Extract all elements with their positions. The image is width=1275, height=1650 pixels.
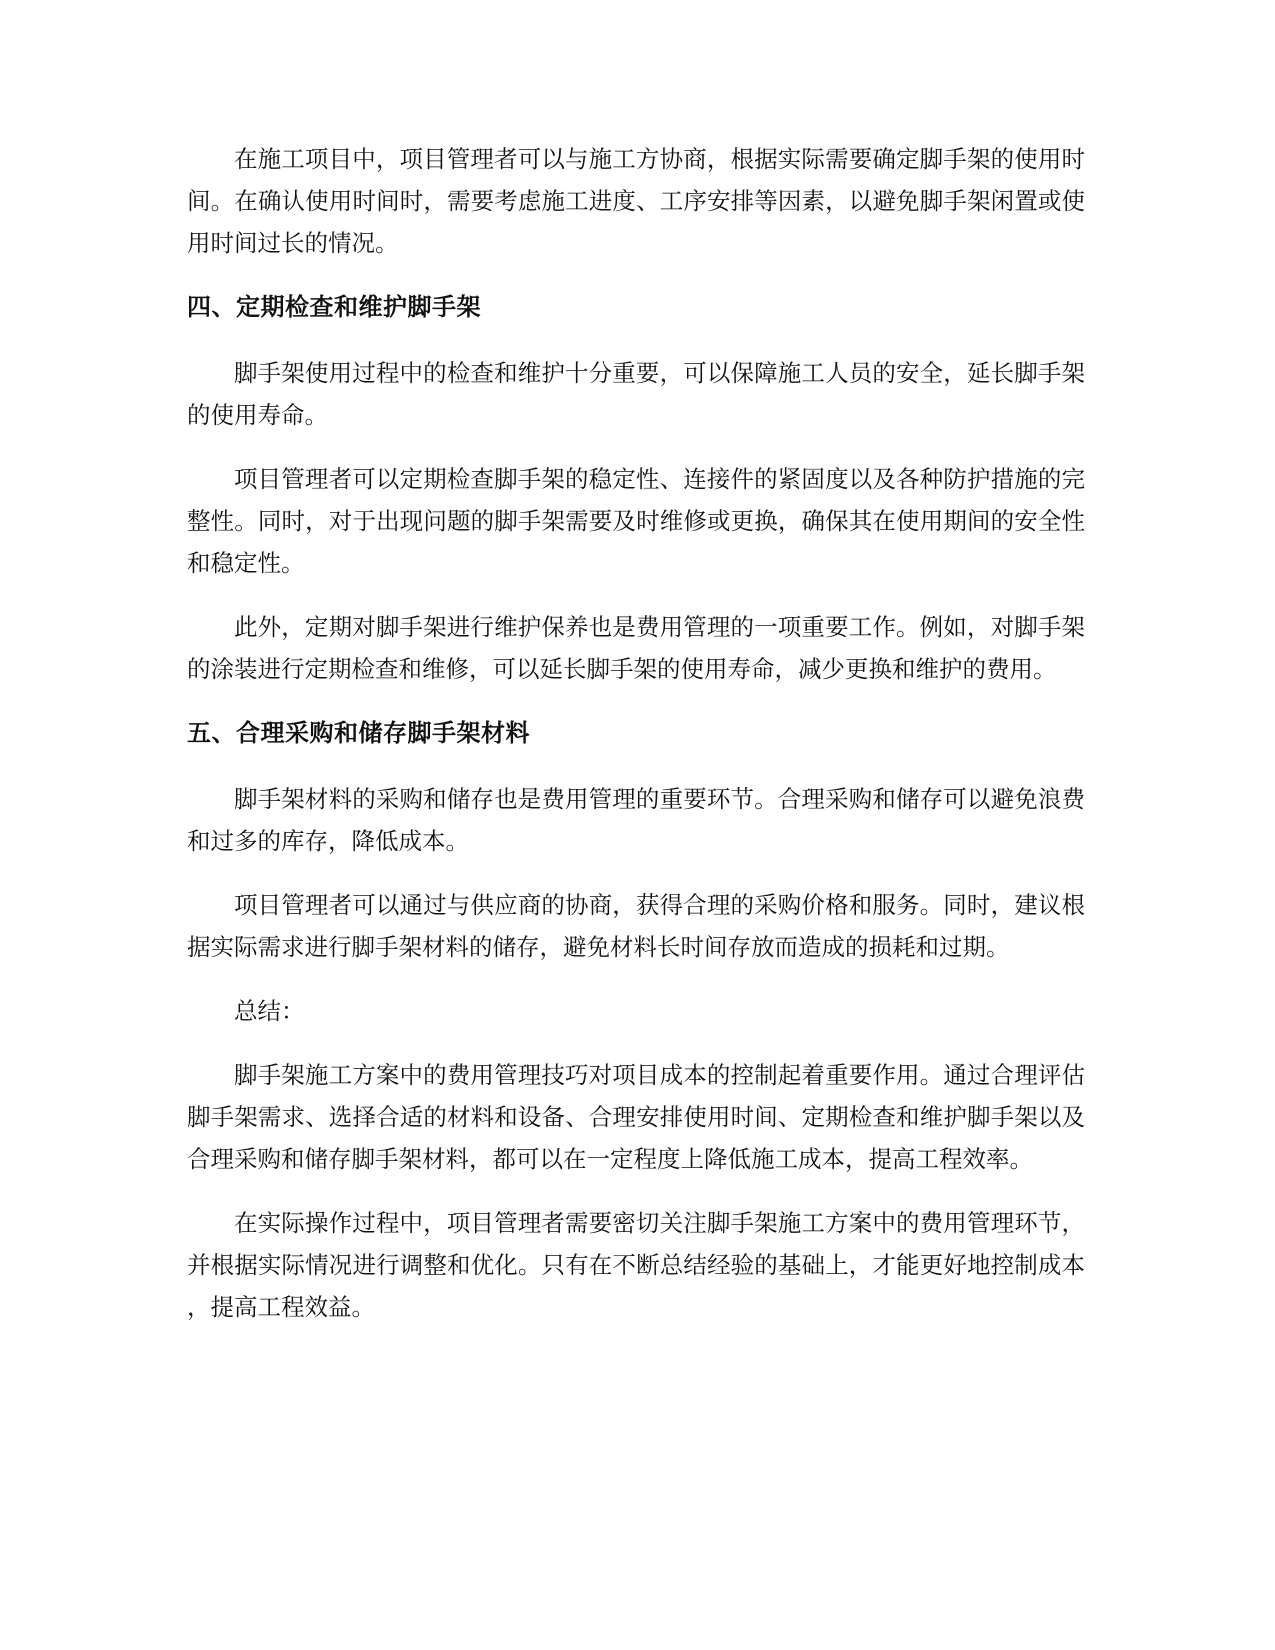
section-heading-5: 五、合理采购和储存脚手架材料 <box>187 719 530 747</box>
paragraph-summary-label: 总结： <box>234 997 305 1025</box>
paragraph-inspection-importance: 脚手架使用过程中的检查和维护十分重要，可以保障施工人员的安全，延长脚手架的使用寿命。 <box>187 359 1085 429</box>
paragraph-procurement-storage: 脚手架材料的采购和储存也是费用管理的重要环节。合理采购和储存可以避免浪费和过多的库存，降低成本。 <box>187 785 1085 855</box>
paragraph-maintenance-cost: 此外，定期对脚手架进行维护保养也是费用管理的一项重要工作。例如，对脚手架的涂装进行定期检查和维修，可以延长脚手架的使用寿命，减少更换和维护的费用。 <box>187 613 1085 683</box>
document-page <box>187 138 1085 1350</box>
paragraph-supplier-negotiation: 项目管理者可以通过与供应商的协商，获得合理的采购价格和服务。同时，建议根据实际需求进行脚手架材料的储存，避免材料长时间存放而造成的损耗和过期。 <box>187 891 1085 961</box>
paragraph-conclusion: 在实际操作过程中，项目管理者需要密切关注脚手架施工方案中的费用管理环节，并根据实际情况进行调整和优化。只有在不断总结经验的基础上，才能更好地控制成本，提高工程效益。 <box>187 1209 1085 1321</box>
paragraph-summary-body: 脚手架施工方案中的费用管理技巧对项目成本的控制起着重要作用。通过合理评估脚手架需求、选择合适的材料和设备、合理安排使用时间、定期检查和维护脚手架以及合理采购和储存脚手架材料，都可以在一定程度上降低施工成本，提高工程效率。 <box>187 1061 1085 1173</box>
paragraph-usage-time: 在施工项目中，项目管理者可以与施工方协商，根据实际需要确定脚手架的使用时间。在确认使用时间时，需要考虑施工进度、工序安排等因素，以避免脚手架闲置或使用时间过长的情况。 <box>187 145 1085 257</box>
section-heading-4: 四、定期检查和维护脚手架 <box>187 293 481 321</box>
paragraph-regular-inspection: 项目管理者可以定期检查脚手架的稳定性、连接件的紧固度以及各种防护措施的完整性。同时，对于出现问题的脚手架需要及时维修或更换，确保其在使用期间的安全性和稳定性。 <box>187 465 1085 577</box>
